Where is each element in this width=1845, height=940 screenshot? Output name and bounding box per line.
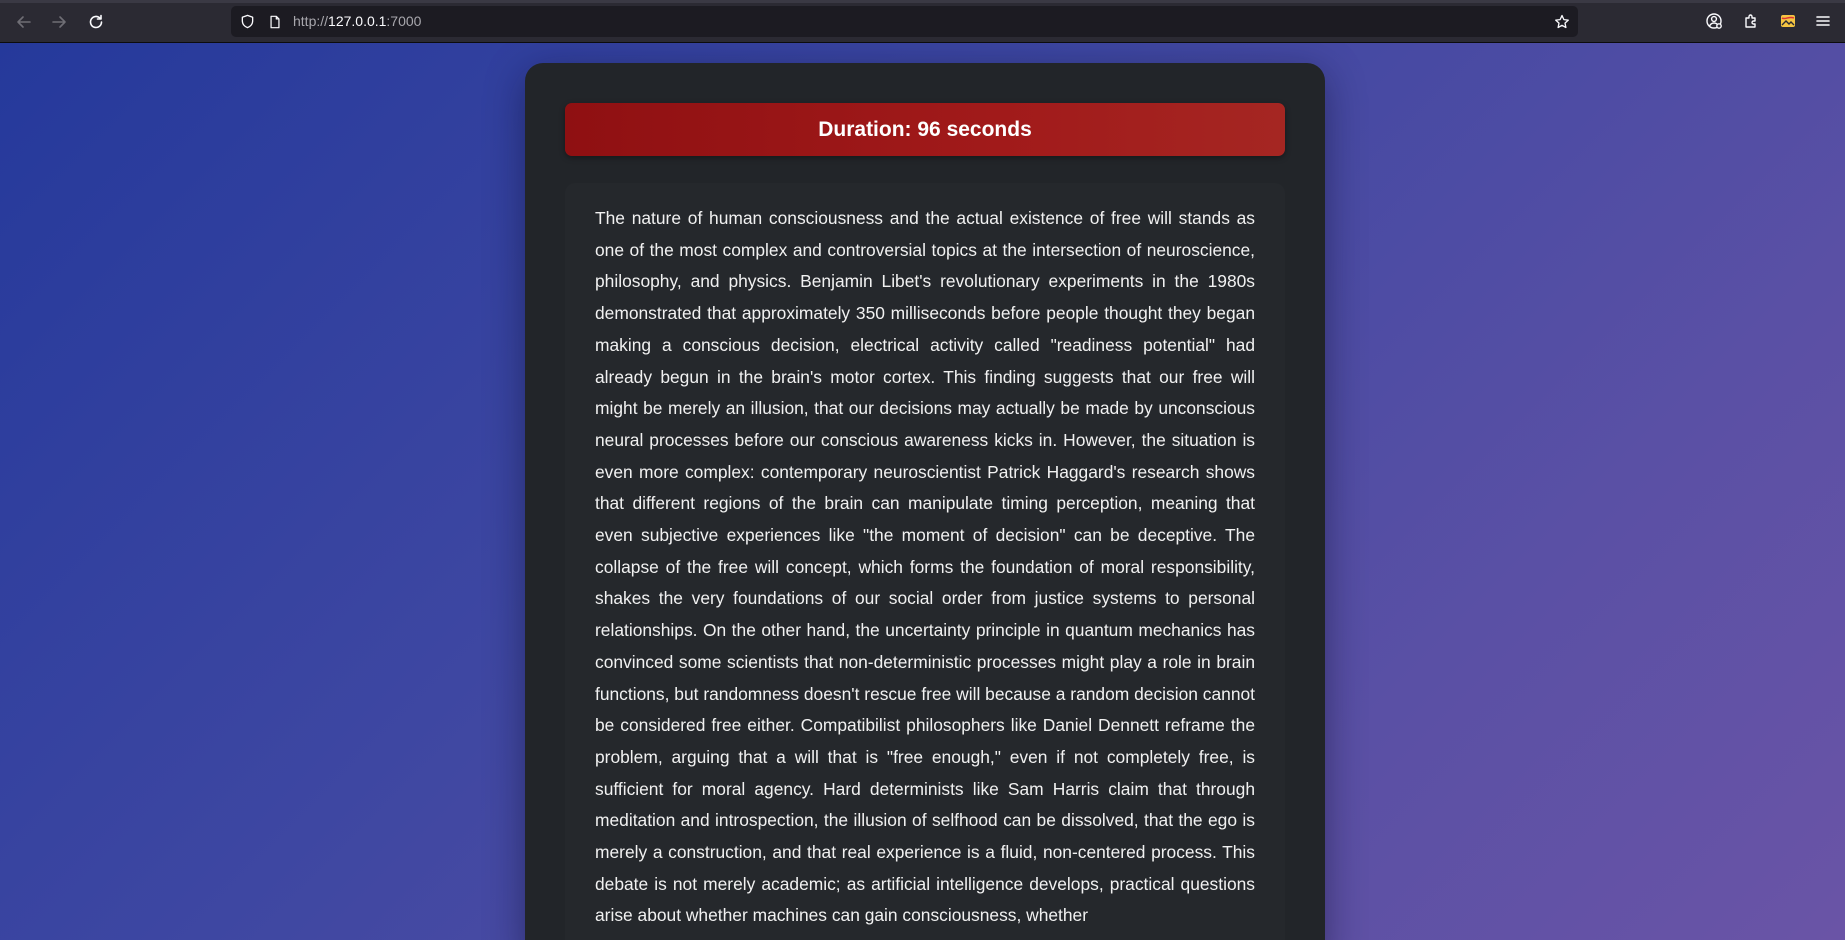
url-scheme: http://: [293, 13, 329, 29]
reload-button[interactable]: [84, 10, 108, 34]
reload-icon: [88, 14, 104, 30]
page-icon[interactable]: [266, 13, 283, 30]
reading-passage: The nature of human consciousness and the actual existence of free will stands as one of the most complex and controversial topics at the intersection of neuroscience, philosophy, and physics. Benjamin Libet's revolutionary experiments in the 1980s demonstrated that approximately 350 milliseconds before people thought they began making a conscious decision, electrical activity called "readiness potential" had already begun in the brain's motor cortex. This finding suggests that our free will might be merely an illusion, that our decisions may actually be made by unconscious neural processes before our conscious awareness kicks in. However, the situation is even more complex: contemporary neuroscientist Patrick Haggard's research shows that different regions of the brain can manipulate timing perception, meaning that even subjective experiences like "the moment of decision" can be deceptive. The collapse of the free will concept, which forms the foundation of moral responsibility, shakes the very foundations of our social order from justice systems to personal relationships. On the other hand, the uncertainty principle in quantum mechanics has convinced some scientists that non-deterministic processes might play a role in brain functions, but randomness doesn't rescue free will because a random decision cannot be considered free either. Compatibilist philosophers like Daniel Dennett reframe the problem, arguing that a will that is "free enough," even if not completely free, is sufficient for moral agency. Hard determinists like Sam Harris claim that through meditation and introspection, the illusion of selfhood can be dissolved, that the ego is merely a construction, and that real experience is a fluid, non-centered process. This debate is not merely academic; as artificial intelligence develops, practical questions arise about whether machines can gain consciousness, whether: [595, 208, 1255, 926]
arrow-right-icon: [51, 14, 67, 30]
address-bar[interactable]: [231, 6, 1578, 37]
shield-icon[interactable]: [239, 13, 256, 30]
reading-card: [525, 63, 1325, 940]
arrow-left-icon: [16, 14, 32, 30]
url-text[interactable]: [293, 13, 421, 30]
page-viewport: [0, 43, 1845, 940]
account-icon[interactable]: [1703, 10, 1725, 32]
browser-toolbar: [0, 0, 1845, 43]
tab-strip-edge: [0, 0, 1845, 3]
url-port: :7000: [386, 13, 422, 29]
star-icon[interactable]: [1553, 13, 1570, 30]
hamburger-menu-icon[interactable]: [1812, 10, 1834, 32]
extensions-icon[interactable]: [1740, 10, 1762, 32]
forward-button[interactable]: [47, 10, 71, 34]
duration-banner: Duration: 96 seconds: [565, 103, 1285, 156]
passage-panel: [565, 183, 1285, 940]
back-button[interactable]: [12, 10, 36, 34]
profile-icon[interactable]: [1777, 10, 1799, 32]
url-host: 127.0.0.1: [328, 13, 387, 29]
